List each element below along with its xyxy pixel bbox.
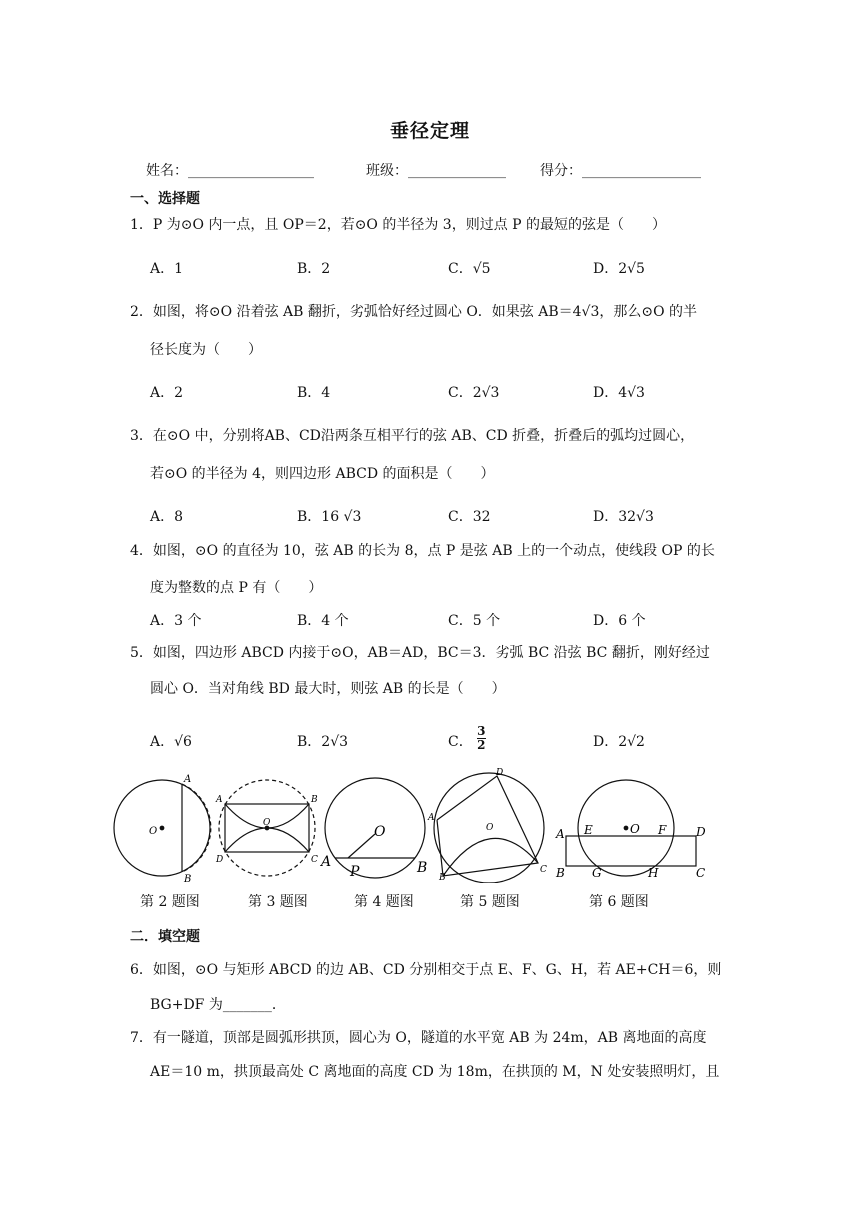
question-5-stem-cont: 圆心 O．当对角线 BD 最大时，则弦 AB 的长是（ ） [150,681,506,697]
class-field: 班级：______________ [366,163,506,179]
fig6-label-f: F [658,823,667,837]
question-4-stem: 4．如图，⊙O 的直径为 10，弦 AB 的长为 8，点 P 是弦 AB 上的一个动点，使线段 OP 的长 [130,543,715,559]
question-6-stem: 6．如图，⊙O 与矩形 ABCD 的边 AB、CD 分别相交于点 E、F、G、H，若 AE+CH＝6，则 [130,962,722,978]
fig6-center [624,826,628,830]
fig6-label-b: B [556,866,565,880]
fig3-arc-bottom [225,828,309,852]
fig3-label-o: O [263,818,271,828]
fig3-label-d: D [216,855,224,865]
q5-fraction-num: 3 [477,723,486,738]
fig6-label-d: D [696,825,706,839]
fig6-label-a: A [556,827,565,841]
q3-option-d: D．32√3 [593,509,654,525]
q3-option-a: A．8 [150,509,184,525]
q5-option-c-prefix: C． [448,734,473,750]
q5-option-b: B．2√3 [297,734,349,750]
question-7-stem: 7．有一隧道，顶部是圆弧形拱顶，圆心为 O，隧道的水平宽 AB 为 24m，AB 离地面的高度 [130,1030,707,1046]
fig5-label-d: D [496,768,504,778]
fig6-label-c: C [696,866,706,880]
fig5-label-a: A [428,813,435,823]
fig2-label-o: O [149,826,158,837]
fig3-label-c: C [311,855,318,865]
q2-option-d: D．4√3 [593,385,645,401]
fig6-label-o: O [630,822,640,836]
score-field: 得分：_________________ [540,163,701,179]
fig6-label-g: G [592,866,602,880]
q5-option-a: A．√6 [150,734,192,750]
fig6-label-e: E [584,823,593,837]
question-6-stem-cont: BG+DF 为_______． [150,997,286,1013]
question-5-stem: 5．如图，四边形 ABCD 内接于⊙O，AB＝AD，BC＝3．劣弧 BC 沿弦 BC 翻折，刚好经过 [130,645,710,661]
fig5-label-b: B [439,873,446,883]
question-3-stem: 3．在⊙O 中，分别将AB、CD沿两条互相平行的弦 AB、CD 折叠，折叠后的弧均过圆心， [130,428,695,444]
question-2-stem-cont: 径长度为（ ） [150,342,262,358]
q5-fraction [477,725,485,752]
caption-fig5: 第 5 题图 [460,894,520,910]
fig3-label-b: B [311,795,318,805]
question-2-stem: 2．如图，将⊙O 沿着弦 AB 翻折，劣弧恰好经过圆心 O．如果弦 AB＝4√3，那么⊙O 的半 [130,304,698,320]
q5-fraction-den: 2 [477,737,486,752]
section-fill: 二．填空题 [130,929,200,945]
q1-option-c: C．√5 [448,261,491,277]
fig6-label-h: H [648,866,659,880]
fig2-label-b: B [184,874,192,883]
fig2-label-a: A [184,774,192,785]
q2-option-c: C．2√3 [448,385,500,401]
question-1-stem: 1．P 为⊙O 内一点，且 OP＝2，若⊙O 的半径为 3，则过点 P 的最短的弦是（ ） [130,217,667,233]
q3-option-b: B．16 √3 [297,509,362,525]
fig4-segment-op [348,834,375,858]
figure-strip [0,768,860,883]
fig3-label-a: A [216,795,223,805]
q1-option-d: D．2√5 [593,261,645,277]
fig4-label-a: A [321,854,332,870]
q2-option-a: A．2 [150,385,184,401]
fig4-label-p: P [350,864,360,880]
question-7-stem-cont: AE＝10 m，拱顶最高处 C 离地面的高度 CD 为 18m，在拱顶的 M，N 处安装照明灯，且 [150,1064,720,1080]
fig6-rectangle [566,836,696,866]
caption-fig2: 第 2 题图 [140,894,200,910]
caption-fig4: 第 4 题图 [354,894,414,910]
caption-fig6: 第 6 题图 [589,894,649,910]
q4-option-d: D．6 个 [593,613,646,629]
q4-option-a: A．3 个 [150,613,202,629]
fig4-label-o: O [374,824,386,840]
q2-option-b: B．4 [297,385,331,401]
fig2-folded-arc [182,784,211,872]
q4-option-b: B．4 个 [297,613,349,629]
section-choice: 一、选择题 [130,191,200,207]
q4-option-c: C．5 个 [448,613,501,629]
q1-option-b: B．2 [297,261,331,277]
figure-3 [219,780,315,876]
fig5-label-o: O [486,823,494,833]
q1-option-a: A．1 [150,261,184,277]
q5-option-c [448,723,486,752]
question-3-stem-cont: 若⊙O 的半径为 4，则四边形 ABCD 的面积是（ ） [150,466,495,482]
fig4-label-b: B [417,860,428,876]
name-field: 姓名：__________________ [146,163,314,179]
q3-option-c: C．32 [448,509,491,525]
q5-option-d: D．2√2 [593,734,645,750]
caption-fig3: 第 3 题图 [248,894,308,910]
question-4-stem-cont: 度为整数的点 P 有（ ） [150,580,323,596]
page-title: 垂径定理 [389,120,470,142]
fig5-label-c: C [540,865,547,875]
figure-2 [114,780,211,876]
fig2-center [160,826,164,830]
